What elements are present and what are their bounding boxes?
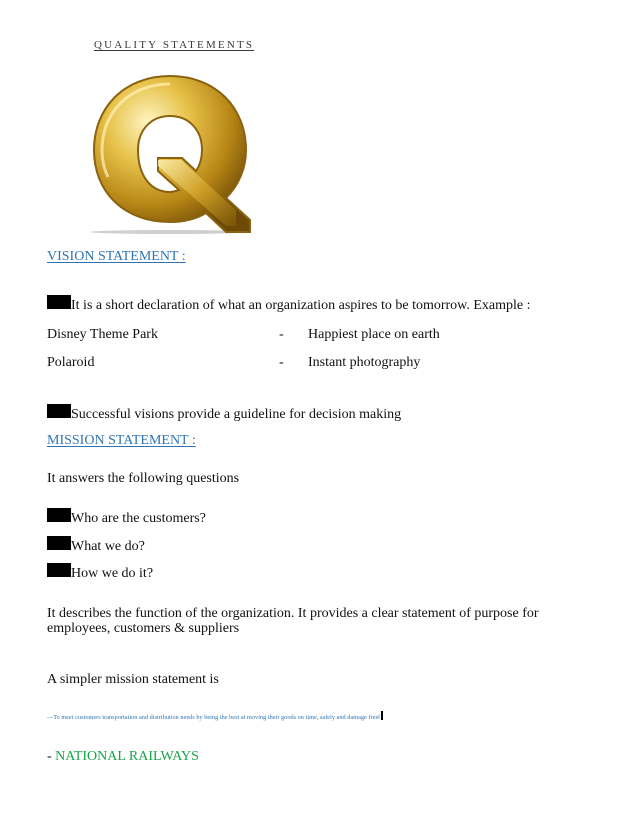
- bullet-square-icon: [47, 536, 71, 550]
- mission-intro: It answers the following questions: [47, 471, 240, 486]
- vision-bullet-1-text: It is a short declaration of what an organization aspires to be tomorrow. Example :: [71, 298, 531, 313]
- bullet-square-icon: [47, 563, 71, 577]
- mission-description: It describes the function of the organization. It provides a clear statement of purpose for employees, customers & suppliers: [47, 606, 539, 636]
- attribution-dash: -: [47, 749, 56, 764]
- attribution-name: NATIONAL RAILWAYS: [55, 749, 199, 764]
- mission-quote: [47, 711, 383, 721]
- example-2-name: Polaroid: [47, 355, 95, 370]
- example-1-value: Happiest place on earth: [308, 327, 440, 342]
- mission-question-2: [47, 539, 145, 555]
- simpler-mission-label: A simpler mission statement is: [47, 672, 219, 687]
- mission-question-1-text: Who are the customers?: [71, 511, 206, 526]
- bullet-square-icon: [47, 508, 71, 522]
- text-cursor: [381, 711, 383, 720]
- mission-question-3-text: How we do it?: [71, 566, 154, 581]
- mission-attribution: [47, 749, 199, 765]
- gold-q-letter-icon: [86, 70, 254, 234]
- mission-quote-text: ―To meet customers transportation and distribution needs by being the best at moving their goods on time, safely and damage free‖: [47, 714, 381, 721]
- vision-statement-heading: VISION STATEMENT :: [47, 249, 186, 264]
- example-2-dash: -: [279, 355, 284, 370]
- mission-question-2-text: What we do?: [71, 539, 145, 554]
- vision-bullet-1: [47, 298, 531, 314]
- mission-statement-heading: MISSION STATEMENT :: [47, 433, 196, 448]
- example-1-dash: -: [279, 327, 284, 342]
- mission-question-3: [47, 566, 153, 582]
- bullet-square-icon: [47, 295, 71, 309]
- mission-question-1: [47, 511, 206, 527]
- document-title: QUALITY STATEMENTS: [94, 39, 255, 51]
- vision-bullet-2-text: Successful visions provide a guideline for decision making: [71, 407, 402, 422]
- example-1-name: Disney Theme Park: [47, 327, 158, 342]
- example-2-value: Instant photography: [308, 355, 421, 370]
- bullet-square-icon: [47, 404, 71, 418]
- vision-bullet-2: [47, 407, 401, 423]
